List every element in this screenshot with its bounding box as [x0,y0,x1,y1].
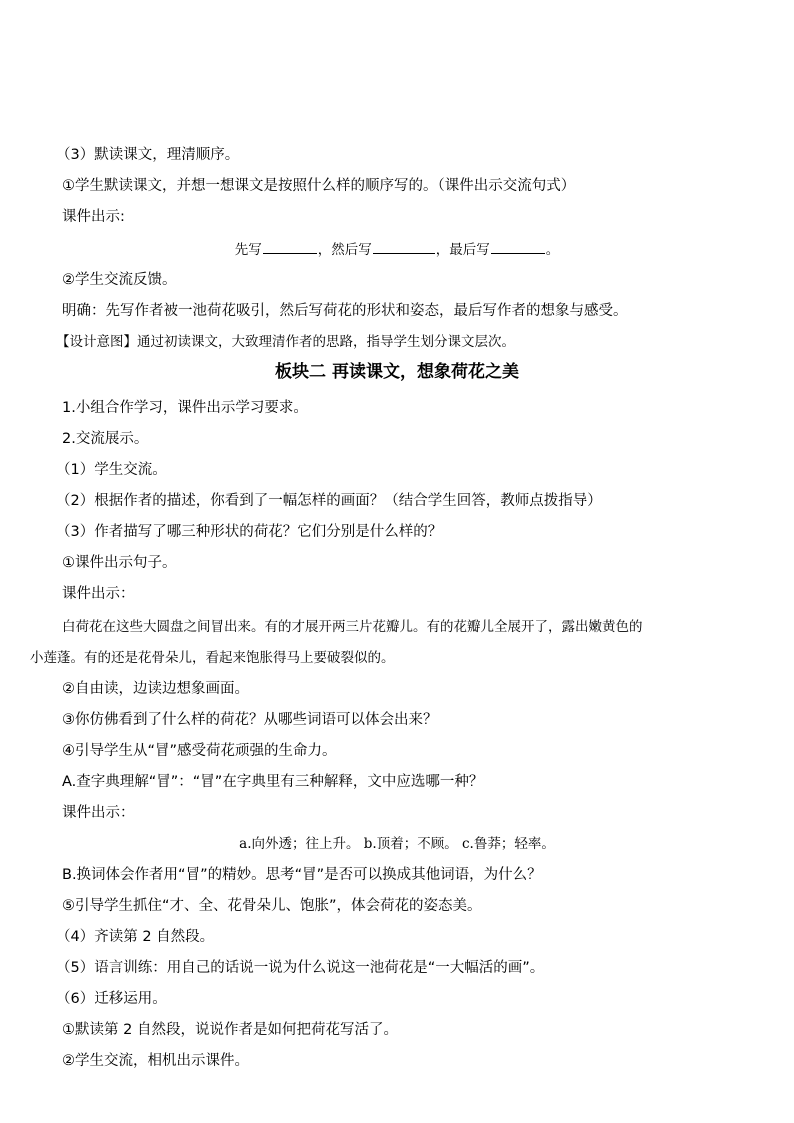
fill-in-sentence [0,239,794,260]
quote-line-2: 小莲蓬。有的还是花骨朵儿，看起来饱胀得马上要破裂似的。 [30,650,395,666]
fill-part-3: ，最后写 [435,242,490,258]
list-item: ⑤引导学生抓住“才、全、花骨朵儿、饱胀”，体会荷花的姿态美。 [62,898,482,914]
list-item: A.查字典理解“冒”：“冒”在字典里有三种解释，文中应选哪一种？ [62,774,484,790]
feedback-line: ②学生交流反馈。 [62,272,177,288]
list-item: ①默读第 2 自然段，说说作者是如何把荷花写活了。 [62,1022,398,1038]
list-item: （3）作者描写了哪三种形状的荷花？它们分别是什么样的？ [56,524,443,540]
fill-part-4: 。 [545,242,560,258]
instruction-line: ①学生默读课文，并想一想课文是按照什么样的顺序写的。（课件出示交流句式） [62,178,576,194]
list-item: ④引导学生从“冒”感受荷花顽强的生命力。 [62,743,337,759]
fill-part-2: ，然后写 [317,242,372,258]
list-item: B.换词体会作者用“冒”的精妙。思考“冒”是否可以换成其他词语，为什么？ [62,867,542,883]
courseware-label: 课件出示： [62,586,135,602]
quote-line-1: 白荷花在这些大圆盘之间冒出来。有的才展开两三片花瓣儿。有的花瓣儿全展开了，露出嫩黄色的 [62,619,643,635]
blank-3 [491,239,545,254]
step-3-heading: （3）默读课文，理清顺序。 [56,147,240,163]
list-item: 2.交流展示。 [62,431,149,447]
section-heading: 板块二 再读课文，想象荷花之美 [275,362,519,382]
design-intent: 【设计意图】通过初读课文，大致理清作者的思路，指导学生划分课文层次。 [56,334,515,350]
list-item: （5）语言训练：用自己的话说一说为什么说这一池荷花是“一大幅活的画”。 [56,960,545,976]
courseware-label: 课件出示: [62,209,125,225]
list-item: ②学生交流，相机出示课件。 [62,1053,249,1069]
list-item: （4）齐读第 2 自然段。 [56,929,215,945]
list-item: 1.小组合作学习，课件出示学习要求。 [62,400,308,416]
clarify-line: 明确：先写作者被一池荷花吸引，然后写荷花的形状和姿态，最后写作者的想象与感受。 [62,303,628,319]
list-item: ②自由读，边读边想象画面。 [62,681,249,697]
blank-1 [263,239,317,254]
definitions-line: a.向外透；往上升。 b.顶着；不顾。 c.鲁莽；轻率。 [239,836,555,852]
list-item: ③你仿佛看到了什么样的荷花？从哪些词语可以体会出来？ [62,712,438,728]
list-item: （1）学生交流。 [56,462,167,478]
blank-2 [373,239,435,254]
list-item: （6）迁移运用。 [56,991,167,1007]
courseware-label: 课件出示： [62,805,135,821]
list-item: （2）根据作者的描述，你看到了一幅怎样的画面？（结合学生回答，教师点拨指导） [56,493,602,509]
list-item: ①课件出示句子。 [62,555,177,571]
fill-part-1: 先写 [234,242,262,258]
